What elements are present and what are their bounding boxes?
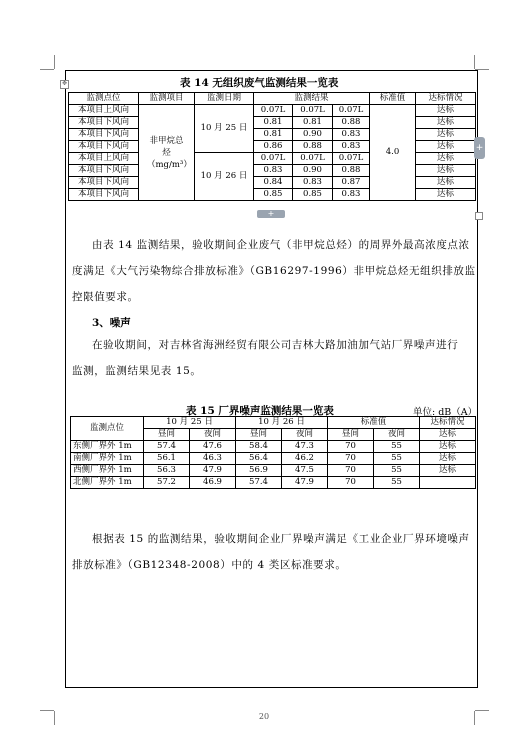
value-cell: 0.86 — [254, 141, 293, 153]
status-cell: 达标 — [416, 129, 476, 141]
value-cell: 0.81 — [254, 129, 293, 141]
item-cell: 非甲烷总烃（mg/m³） — [139, 105, 195, 201]
crop-mark — [40, 69, 54, 70]
value-cell: 0.84 — [254, 177, 293, 189]
point-cell: 本项目下风向 — [69, 117, 139, 129]
point-cell: 南侧厂界外 1m — [71, 453, 144, 465]
status-cell: 达标 — [416, 117, 476, 129]
subheader-cell: 昼间 — [328, 429, 374, 441]
point-cell: 本项目下风向 — [69, 189, 139, 201]
value-cell: 57.2 — [144, 477, 190, 489]
value-cell: 56.1 — [144, 453, 190, 465]
text-line: 控限值要求。 — [72, 291, 139, 303]
value-cell: 0.90 — [293, 165, 333, 177]
value-cell: 55 — [374, 453, 420, 465]
table-row — [71, 465, 476, 477]
value-cell: 70 — [328, 477, 374, 489]
value-cell: 55 — [374, 477, 420, 489]
status-cell: 达标 — [420, 453, 476, 465]
value-cell: 0.88 — [293, 141, 333, 153]
value-cell: 0.83 — [333, 141, 370, 153]
status-cell: 达标 — [420, 441, 476, 453]
header-cell: 监测点位 — [69, 93, 139, 105]
header-cell: 监测项目 — [139, 93, 195, 105]
status-cell: 达标 — [416, 141, 476, 153]
status-cell: 达标 — [416, 165, 476, 177]
table-row — [71, 441, 476, 453]
table-row — [71, 477, 476, 489]
header-cell: 监测点位 — [71, 417, 144, 441]
value-cell: 0.83 — [333, 129, 370, 141]
value-cell: 47.3 — [282, 441, 328, 453]
header-cell: 达标情况 — [416, 93, 476, 105]
value-cell: 0.83 — [254, 165, 293, 177]
table15 — [70, 416, 476, 489]
add-row-button[interactable]: + — [257, 210, 285, 218]
text-line: 度满足《大气污染物综合排放标准》（GB16297-1996）非甲烷总烃无组织排放监 — [72, 265, 476, 277]
value-cell: 55 — [374, 441, 420, 453]
point-cell: 本项目下风向 — [69, 141, 139, 153]
value-cell: 57.4 — [144, 441, 190, 453]
value-cell: 47.9 — [282, 477, 328, 489]
status-cell: 达标 — [416, 105, 476, 117]
subheader-cell: 夜间 — [374, 429, 420, 441]
value-cell: 70 — [328, 441, 374, 453]
text-line: 由表 14 监测结果，验收期间企业废气（非甲烷总烃）的周界外最高浓度点浓 — [92, 239, 470, 251]
value-cell: 0.87 — [333, 177, 370, 189]
table14 — [68, 92, 476, 201]
status-cell: 达标 — [416, 189, 476, 201]
text-line: 在验收期间，对吉林省海洲经贸有限公司吉林大路加油加气站厂界噪声进行 — [92, 339, 459, 351]
section-heading-noise: 3、噪声 — [92, 317, 131, 329]
table-header-row — [69, 93, 476, 105]
point-cell: 本项目下风向 — [69, 177, 139, 189]
value-cell: 0.83 — [293, 177, 333, 189]
crop-mark — [475, 710, 489, 711]
status-cell: 达标 — [416, 153, 476, 165]
point-cell: 北侧厂界外 1m — [71, 477, 144, 489]
value-cell: 0.81 — [293, 117, 333, 129]
paragraph-table15-conclusion — [72, 526, 470, 578]
point-cell: 本项目下风向 — [69, 165, 139, 177]
value-cell: 70 — [328, 465, 374, 477]
value-cell: 46.2 — [282, 453, 328, 465]
value-cell: 0.07L — [254, 153, 293, 165]
header-cell: 监测日期 — [195, 93, 254, 105]
header-cell: 标准值 — [328, 417, 420, 429]
value-cell: 0.07L — [293, 105, 333, 117]
point-cell: 西侧厂界外 1m — [71, 465, 144, 477]
value-cell: 0.88 — [333, 165, 370, 177]
table-row — [71, 453, 476, 465]
paragraph-table14-conclusion — [72, 232, 476, 310]
value-cell: 0.83 — [333, 189, 370, 201]
table-row — [69, 105, 476, 117]
value-cell: 56.4 — [236, 453, 282, 465]
value-cell: 0.85 — [254, 189, 293, 201]
table15-caption: 表 15 厂界噪声监测结果一览表 — [186, 405, 334, 417]
text-line: 排放标准》（GB12348-2008）中的 4 类区标准要求。 — [72, 559, 347, 571]
point-cell: 本项目上风向 — [69, 153, 139, 165]
value-cell: 0.07L — [293, 153, 333, 165]
header-cell: 10 月 26 日 — [236, 417, 328, 429]
table-resize-handle[interactable] — [475, 212, 483, 220]
value-cell: 0.07L — [333, 105, 370, 117]
status-cell: 达标 — [420, 429, 476, 441]
subheader-cell: 昼间 — [144, 429, 190, 441]
subheader-cell: 昼间 — [236, 429, 282, 441]
table-header-row — [71, 417, 476, 429]
value-cell: 0.07L — [333, 153, 370, 165]
table14-caption: 表 14 无组织废气监测结果一览表 — [180, 77, 339, 89]
value-cell: 0.85 — [293, 189, 333, 201]
date-cell: 10 月 26 日 — [195, 153, 254, 201]
status-cell: 达标 — [420, 465, 476, 477]
value-cell: 47.9 — [190, 465, 236, 477]
status-cell: 达标 — [416, 177, 476, 189]
text-line: 根据表 15 的监测结果，验收期间企业厂界噪声满足《工业企业厂界环境噪声 — [92, 533, 470, 545]
subheader-cell: 夜间 — [190, 429, 236, 441]
header-cell: 达标情况 — [420, 417, 476, 429]
value-cell: 70 — [328, 453, 374, 465]
value-cell: 56.3 — [144, 465, 190, 477]
value-cell: 47.5 — [282, 465, 328, 477]
page-number: 20 — [258, 712, 270, 721]
crop-mark — [54, 55, 55, 69]
paragraph-noise-intro — [72, 332, 470, 384]
table-move-handle-icon[interactable]: ✥ — [61, 80, 68, 87]
value-cell: 0.81 — [254, 117, 293, 129]
crop-mark — [40, 710, 54, 711]
value-cell: 0.07L — [254, 105, 293, 117]
value-cell: 47.6 — [190, 441, 236, 453]
crop-mark — [474, 55, 475, 69]
status-cell-empty — [420, 477, 476, 489]
value-cell: 57.4 — [236, 477, 282, 489]
table15-unit: 单位: dB（A） — [413, 407, 478, 418]
value-cell: 0.88 — [333, 117, 370, 129]
header-cell: 10 月 25 日 — [144, 417, 236, 429]
header-cell: 监测结果 — [254, 93, 370, 105]
add-column-button[interactable]: + — [474, 137, 485, 159]
header-cell: 标准值 — [370, 93, 416, 105]
text-line: 监测，监测结果见表 15。 — [72, 365, 202, 377]
point-cell: 本项目下风向 — [69, 129, 139, 141]
value-cell: 0.90 — [293, 129, 333, 141]
point-cell: 东侧厂界外 1m — [71, 441, 144, 453]
value-cell: 46.9 — [190, 477, 236, 489]
value-cell: 58.4 — [236, 441, 282, 453]
date-cell: 10 月 25 日 — [195, 105, 254, 153]
standard-cell: 4.0 — [370, 105, 416, 201]
value-cell: 55 — [374, 465, 420, 477]
point-cell: 本项目上风向 — [69, 105, 139, 117]
subheader-cell: 夜间 — [282, 429, 328, 441]
value-cell: 56.9 — [236, 465, 282, 477]
value-cell: 46.3 — [190, 453, 236, 465]
